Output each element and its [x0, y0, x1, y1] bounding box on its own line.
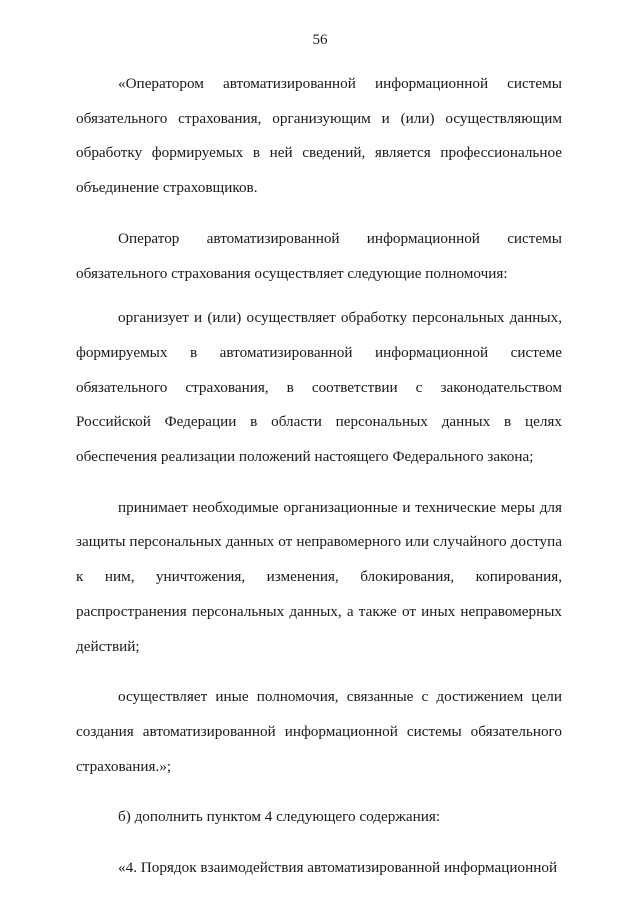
paragraph-operator-definition: «Оператором автоматизированной информационной системы обязательного страхования, организующим и (или) осуществляющим обработку формируемых в ней сведений, является профессиональное объединение страховщиков. — [76, 75, 562, 197]
paragraph-power-data-processing: организует и (или) осуществляет обработку персональных данных, формируемых в автоматизированной информационной системе обязательного страхования, в соответствии с законодательством Российской Федерации в области персональных данных в целях обеспечения реализации положений настоящего Федерального закона; — [76, 309, 562, 466]
paragraph-power-data-protection: принимает необходимые организационные и технические меры для защиты персональных данных от неправомерного или случайного доступа к ним, уничтожения, изменения, блокирования, копирования, распространения персональных данных, а также от иных неправомерных действий; — [76, 498, 562, 655]
document-body — [76, 67, 562, 902]
paragraph-power-other: осуществляет иные полномочия, связанные с достижением цели создания автоматизированной информационной системы обязательного страхования.»; — [76, 688, 562, 775]
paragraph-item-4: «4. Порядок взаимодействия автоматизированной информационной — [118, 859, 558, 877]
page-number: 56 — [312, 32, 328, 48]
paragraph-amendment-b: б) дополнить пунктом 4 следующего содержания: — [118, 808, 441, 826]
paragraph-operator-powers-intro: Оператор автоматизированной информационной системы обязательного страхования осуществляет следующие полномочия: — [76, 229, 562, 282]
